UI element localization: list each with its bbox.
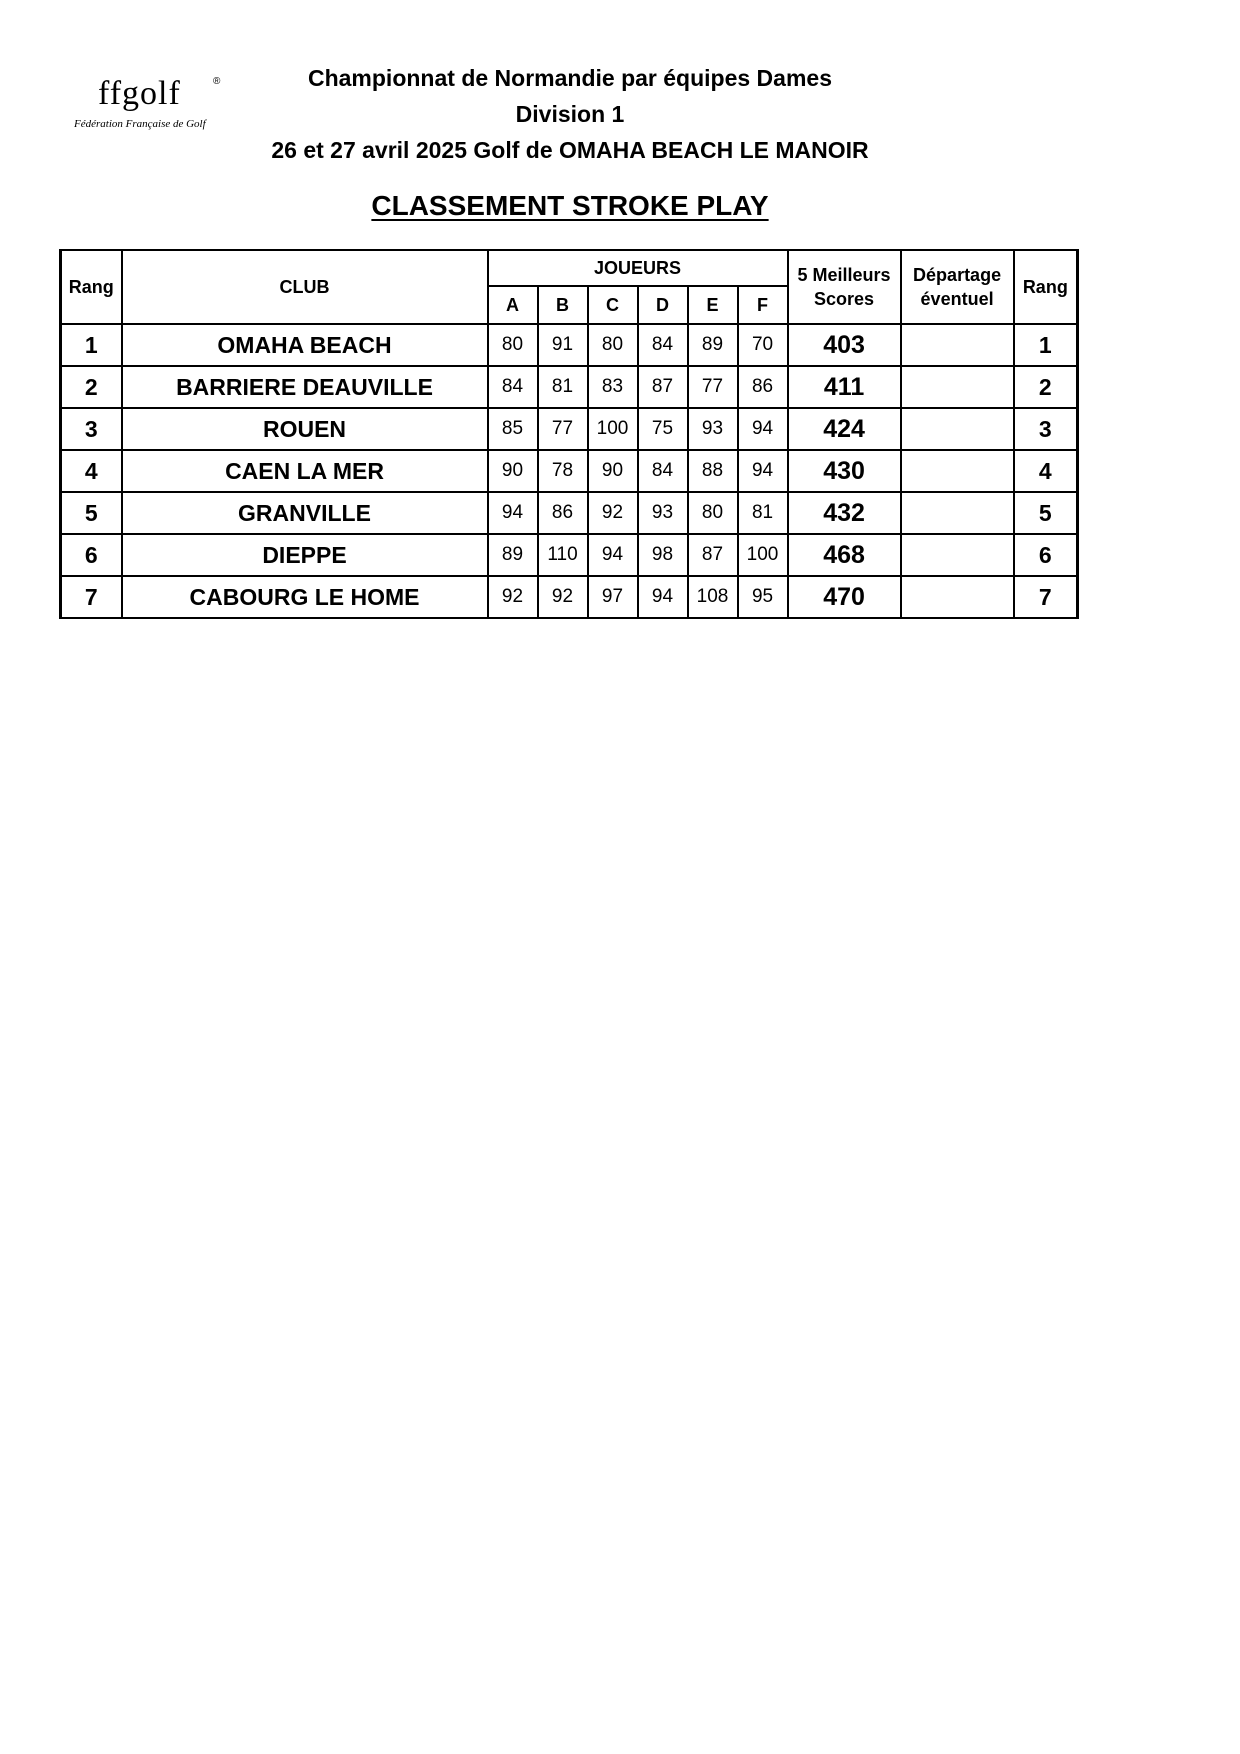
score-c: 100 [588,408,638,450]
table-row [61,576,1078,618]
score-d: 84 [638,324,688,366]
rank-right-cell: 4 [1014,450,1078,492]
tiebreak-cell [901,450,1014,492]
rank-right-cell: 2 [1014,366,1078,408]
best-five-total: 470 [788,576,901,618]
score-f: 94 [738,450,788,492]
score-e: 87 [688,534,738,576]
best-five-total: 424 [788,408,901,450]
score-c: 94 [588,534,638,576]
tiebreak-cell [901,366,1014,408]
score-b: 110 [538,534,588,576]
score-d: 94 [638,576,688,618]
score-e: 88 [688,450,738,492]
score-f: 94 [738,408,788,450]
player-e-header: E [688,286,738,324]
tiebreak-cell [901,324,1014,366]
player-a-header: A [488,286,538,324]
table-row [61,408,1078,450]
score-a: 80 [488,324,538,366]
rank-cell: 2 [61,366,122,408]
results-table [59,249,1079,619]
logo-tagline: Fédération Française de Golf [74,118,206,130]
table-row [61,450,1078,492]
score-c: 92 [588,492,638,534]
rank-cell: 7 [61,576,122,618]
score-e: 77 [688,366,738,408]
table-row [61,324,1078,366]
best-scores-line2: Scores [814,289,875,309]
best-five-total: 403 [788,324,901,366]
score-f: 81 [738,492,788,534]
best-five-total: 430 [788,450,901,492]
tiebreak-line1: Départage [913,265,1002,285]
score-a: 89 [488,534,538,576]
score-d: 75 [638,408,688,450]
score-c: 97 [588,576,638,618]
score-d: 87 [638,366,688,408]
tiebreak-cell [901,576,1014,618]
club-name: OMAHA BEACH [122,324,488,366]
event-date-venue: 26 et 27 avril 2025 Golf de OMAHA BEACH LE MANOIR [271,137,869,163]
score-c: 80 [588,324,638,366]
table-row [61,534,1078,576]
best-scores-header [788,250,901,324]
score-a: 94 [488,492,538,534]
score-e: 93 [688,408,738,450]
score-f: 100 [738,534,788,576]
score-f: 70 [738,324,788,366]
tiebreak-cell [901,408,1014,450]
table-row [61,366,1078,408]
tiebreak-header [901,250,1014,324]
rank-right-cell: 6 [1014,534,1078,576]
club-name: ROUEN [122,408,488,450]
score-c: 90 [588,450,638,492]
tiebreak-cell [901,534,1014,576]
score-b: 81 [538,366,588,408]
player-d-header: D [638,286,688,324]
rank-right-cell: 5 [1014,492,1078,534]
score-d: 98 [638,534,688,576]
rank-cell: 4 [61,450,122,492]
score-a: 92 [488,576,538,618]
championship-title: Championnat de Normandie par équipes Dames [307,65,832,91]
club-name: DIEPPE [122,534,488,576]
tiebreak-cell [901,492,1014,534]
rank-header: Rang [61,250,122,324]
best-scores-line1: 5 Meilleurs [797,265,891,285]
score-f: 86 [738,366,788,408]
score-a: 85 [488,408,538,450]
score-b: 77 [538,408,588,450]
rank-right-cell: 1 [1014,324,1078,366]
best-five-total: 411 [788,366,901,408]
club-header: CLUB [122,250,488,324]
score-f: 95 [738,576,788,618]
score-b: 78 [538,450,588,492]
player-c-header: C [588,286,638,324]
score-a: 90 [488,450,538,492]
club-name: GRANVILLE [122,492,488,534]
page-title: CLASSEMENT STROKE PLAY [371,190,769,221]
score-b: 91 [538,324,588,366]
score-e: 80 [688,492,738,534]
rank-right-cell: 3 [1014,408,1078,450]
rank-right-cell: 7 [1014,576,1078,618]
player-b-header: B [538,286,588,324]
best-five-total: 432 [788,492,901,534]
division-label: Division 1 [515,101,625,127]
score-b: 92 [538,576,588,618]
score-e: 89 [688,324,738,366]
player-f-header: F [738,286,788,324]
score-d: 84 [638,450,688,492]
rank-cell: 1 [61,324,122,366]
score-a: 84 [488,366,538,408]
club-name: CAEN LA MER [122,450,488,492]
registered-mark: ® [213,76,221,87]
best-five-total: 468 [788,534,901,576]
club-name: BARRIERE DEAUVILLE [122,366,488,408]
rank-cell: 5 [61,492,122,534]
rank-cell: 3 [61,408,122,450]
rank-right-header: Rang [1014,250,1078,324]
score-d: 93 [638,492,688,534]
players-header: JOUEURS [488,250,788,286]
score-e: 108 [688,576,738,618]
table-row [61,492,1078,534]
rank-cell: 6 [61,534,122,576]
club-name: CABOURG LE HOME [122,576,488,618]
tiebreak-line2: éventuel [920,289,994,309]
score-b: 86 [538,492,588,534]
score-c: 83 [588,366,638,408]
logo-wordmark: ffgolf [98,75,181,112]
